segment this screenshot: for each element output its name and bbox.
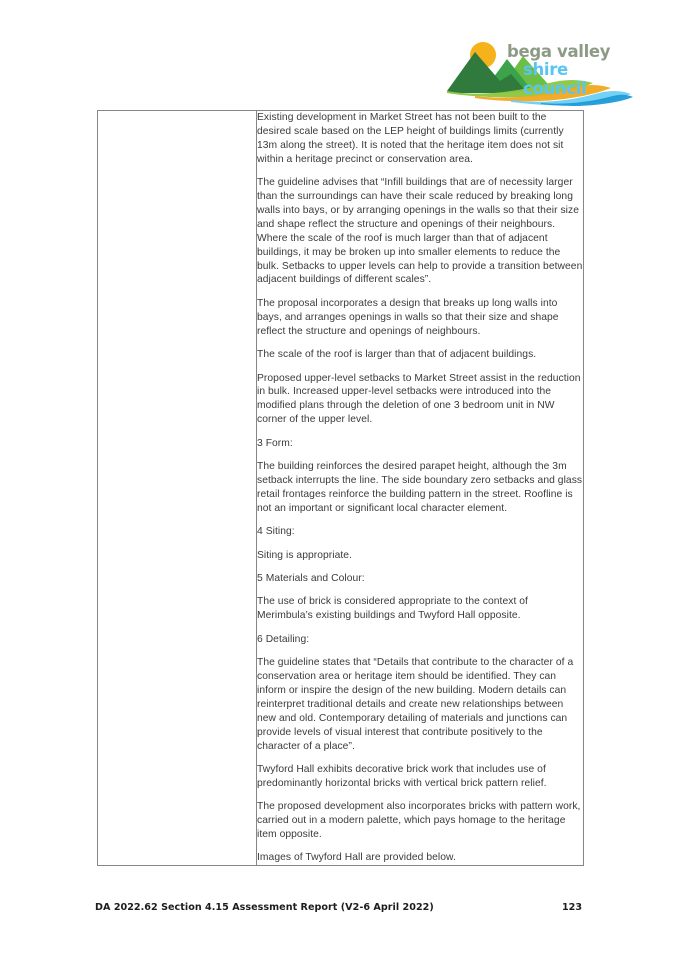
logo-text-line1: bega valley — [507, 42, 611, 61]
paragraph: The proposed development also incorporates bricks with pattern work, carried out in a modern palette, which pays homage to the heritage item opposite. — [257, 801, 581, 841]
table-cell-criteria — [98, 111, 257, 866]
paragraph: Images of Twyford Hall are provided below. — [257, 852, 456, 864]
section-heading-siting: 4 Siting: — [257, 526, 295, 538]
assessment-table — [97, 110, 584, 866]
section-heading-detailing: 6 Detailing: — [257, 633, 310, 645]
page-footer — [95, 902, 582, 913]
section-heading-materials-and-colour: 5 Materials and Colour: — [257, 572, 365, 584]
footer-page-number: 123 — [561, 902, 582, 913]
paragraph: The guideline states that “Details that contribute to the character of a conservation area or heritage item should be identified. They can inform or inspire the design of the new building. Modern details can reinterpret traditional details and create new relationships between new and old. Contemporary detailing of materials and junctions can provide levels of visual interest that contribute positively to the character of a place”. — [257, 657, 574, 752]
footer-document-title: DA 2022.62 Section 4.15 Assessment Report (V2-6 April 2022) — [95, 902, 434, 913]
paragraph: The guideline advises that “Infill buildings that are of necessity larger than the surroundings can have their scale reduced by breaking long walls into bays, or by arranging openings in the walls so that their size and shape reflect the structure and openings of their neighbours. Where the scale of the roof is much larger than that of adjacent buildings, it may be broken up into smaller elements to reduce the bulk. Setbacks to upper levels can help to provide a transition between adjacent buildings of different scales”. — [257, 177, 583, 286]
table-row — [98, 111, 584, 866]
table-cell-assessment — [257, 111, 584, 866]
paragraph: Siting is appropriate. — [257, 549, 353, 561]
paragraph: The use of brick is considered appropriate to the context of Merimbula’s existing buildings and Twyford Hall opposite. — [257, 596, 528, 622]
paragraph: The building reinforces the desired parapet height, although the 3m setback interrupts the line. The side boundary zero setbacks and glass retail frontages reinforce the building pattern in the street. Roofline is not an important or significant local character element. — [257, 461, 583, 514]
section-heading-form: 3 Form: — [257, 437, 293, 449]
bega-valley-shire-council-logo — [445, 34, 635, 106]
paragraph: Twyford Hall exhibits decorative brick work that includes use of predominantly horizontal bricks with vertical brick pattern relief. — [257, 763, 547, 789]
paragraph: Existing development in Market Street has not been built to the desired scale based on the LEP height of buildings limits (currently 13m along the street). It is noted that the heritage item does not sit within a heritage precinct or conservation area. — [257, 112, 564, 165]
paragraph: Proposed upper-level setbacks to Market Street assist in the reduction in bulk. Increased upper-level setbacks were introduced into the modified plans through the deletion of one 3 bedroom unit in NW corner of the upper level. — [257, 372, 581, 426]
logo-text-line2: shire council — [523, 60, 587, 98]
paragraph: The scale of the roof is larger than that of adjacent buildings. — [257, 349, 537, 361]
paragraph: The proposal incorporates a design that breaks up long walls into bays, and arranges openings in walls so that their size and shape reflect the structure and openings of neighbours. — [257, 297, 559, 337]
